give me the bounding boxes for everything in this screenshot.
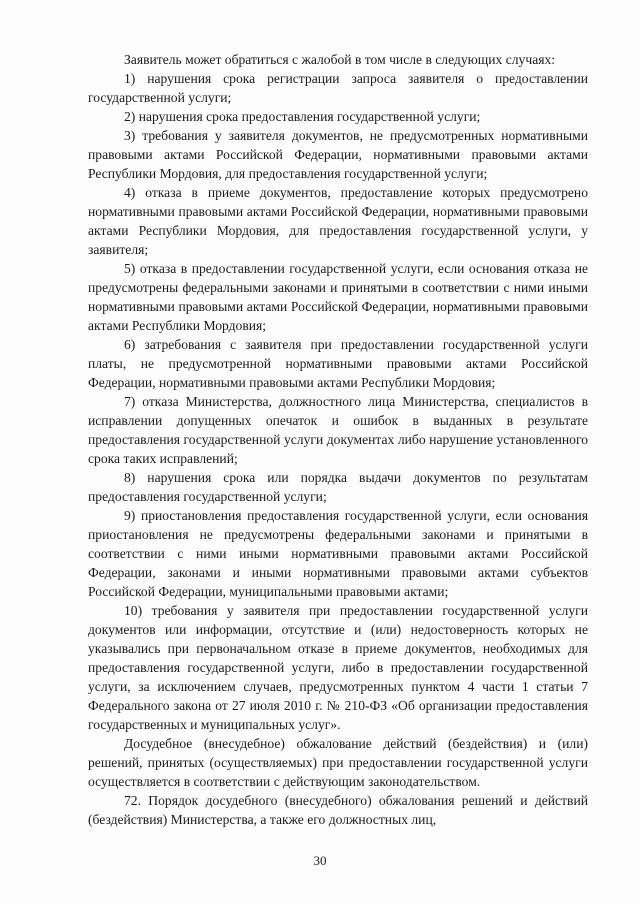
paragraph-item-2: 2) нарушения срока предоставления государственной услуги;	[124, 109, 481, 124]
paragraph-item-10: 10) требования у заявителя при предоставлении государственной услуги документов или информации, отсутствие и (или) недостоверность которых не указывались при первоначальном отказе в приеме документов, необходимых для предоставления государственной услуги, либо в предоставлении государственной услуги, за исключением случаев, предусмотренных пунктом 4 части 1 статьи 7 Федерального закона от 27 июля 2010 г. № 210-ФЗ «Об организации предоставления государственных и муниципальных услуг».	[88, 603, 588, 732]
paragraph-intro: Заявитель может обратиться с жалобой в том числе в следующих случаях:	[124, 52, 556, 67]
paragraph-item-9: 9) приостановления предоставления государственной услуги, если основания приостановления не предусмотрены федеральными законами и принятыми в соответствии с ними иными нормативными правовыми актами Российской Федерации, законами и иными нормативными правовыми актами субъектов Российской Федерации, муниципальными правовыми актами;	[88, 508, 588, 599]
paragraph-item-1: 1) нарушения срока регистрации запроса заявителя о предоставлении государственной услуги;	[88, 71, 588, 105]
paragraph-item-4: 4) отказа в приеме документов, предоставление которых предусмотрено нормативными правовыми актами Российской Федерации, нормативными правовыми актами Республики Мордовия, для предоставления государственной услуги, у заявителя;	[88, 185, 588, 257]
page-number: 30	[313, 853, 327, 868]
paragraph-section-72: 72. Порядок досудебного (внесудебного) обжалования решений и действий (бездействия) Министерства, а также его должностных лиц,	[88, 793, 588, 827]
paragraph-item-8: 8) нарушения срока или порядка выдачи документов по результатам предоставления государственной услуги;	[88, 470, 588, 504]
paragraph-item-5: 5) отказа в предоставлении государственной услуги, если основания отказа не предусмотрены федеральными законами и принятыми в соответствии с ними иными нормативными правовыми актами Российской Федерации, нормативными правовыми актами Республики Мордовия;	[88, 261, 588, 333]
document-body	[88, 50, 588, 829]
paragraph-item-3: 3) требования у заявителя документов, не предусмотренных нормативными правовыми актами Российской Федерации, нормативными правовыми актами Республики Мордовия, для предоставления государственной услуги;	[88, 128, 588, 181]
paragraph-item-6: 6) затребования с заявителя при предоставлении государственной услуги платы, не предусмотренной нормативными правовыми актами Российской Федерации, нормативными правовыми актами Республики Мордовия;	[88, 337, 588, 390]
paragraph-item-7: 7) отказа Министерства, должностного лица Министерства, специалистов в исправлении допущенных опечаток и ошибок в выданных в результате предоставления государственной услуги документах либо нарушение установленного срока таких исправлений;	[88, 394, 588, 466]
paragraph-pretrial-appeal: Досудебное (внесудебное) обжалование действий (бездействия) и (или) решений, принятых (осуществляемых) при предоставлении государственной услуги осуществляется в соответствии с действующим законодательством.	[88, 736, 588, 789]
